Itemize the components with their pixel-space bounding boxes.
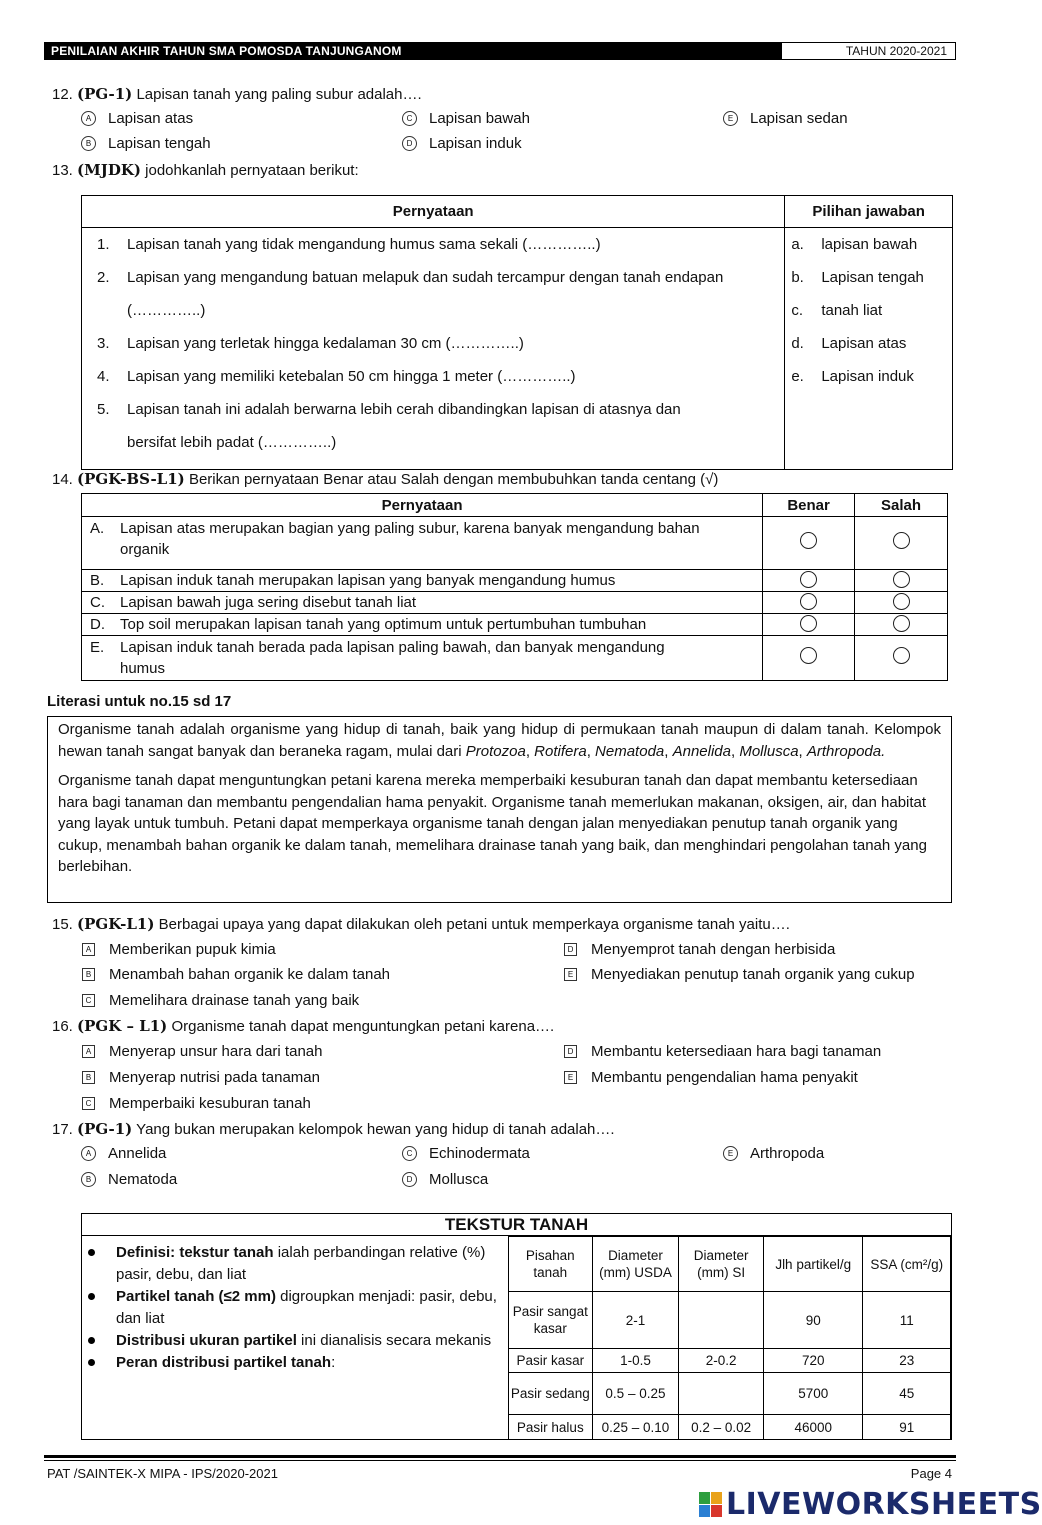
statement-number: 4. bbox=[97, 368, 110, 385]
tf-salah-cell bbox=[855, 636, 948, 681]
question-number: 17. bbox=[52, 1121, 73, 1138]
header-year: TAHUN 2020-2021 bbox=[845, 44, 947, 58]
statement-number: 3. bbox=[97, 335, 110, 352]
table-row bbox=[509, 1373, 951, 1415]
question-16 bbox=[52, 1016, 554, 1037]
statement-text: Lapisan yang memiliki ketebalan 50 cm hingga 1 meter (…………..) bbox=[127, 368, 576, 385]
statement-number: 1. bbox=[97, 236, 110, 253]
checkbox-d-icon[interactable]: D bbox=[564, 1045, 577, 1058]
answer-letter: a. bbox=[791, 236, 804, 253]
statement-text: Lapisan yang mengandung batuan melapuk dan sudah tercampur dengan tanah endapan bbox=[127, 269, 724, 286]
th-jlh-partikel: Jlh partikel/g bbox=[763, 1237, 863, 1292]
option-label: Lapisan tengah bbox=[108, 135, 211, 152]
statement-2-cont[interactable]: (…………..) bbox=[127, 302, 206, 319]
benar-radio[interactable] bbox=[800, 532, 817, 549]
checkbox-b-icon[interactable]: B bbox=[82, 968, 95, 981]
question-text: Lapisan tanah yang paling subur adalah…. bbox=[136, 86, 422, 103]
checkbox-a-icon[interactable]: A bbox=[82, 1045, 95, 1058]
statement-text: Lapisan tanah yang tidak mengandung humus sama sekali (…………..) bbox=[127, 236, 601, 253]
option-label: Membantu pengendalian hama penyakit bbox=[591, 1069, 858, 1086]
option-e-icon[interactable]: E bbox=[723, 1146, 738, 1161]
option-a-icon[interactable]: A bbox=[81, 111, 96, 126]
particle-size-table bbox=[508, 1236, 951, 1440]
question-13 bbox=[52, 160, 359, 181]
cell: Pasir sedang bbox=[509, 1373, 593, 1415]
checkbox-e-icon[interactable]: E bbox=[564, 1071, 577, 1084]
cell: 2-0.2 bbox=[679, 1349, 764, 1373]
question-15 bbox=[52, 914, 790, 935]
q12-option-b[interactable] bbox=[81, 134, 211, 154]
page-header bbox=[44, 42, 956, 60]
tf-row-c bbox=[82, 592, 948, 614]
question-number: 14. bbox=[52, 471, 73, 488]
tf-benar-cell bbox=[763, 636, 855, 681]
option-label: Menyemprot tanah dengan herbisida bbox=[591, 941, 836, 958]
cell: Pasir halus bbox=[509, 1415, 593, 1440]
question-number: 16. bbox=[52, 1018, 73, 1035]
cell: 5700 bbox=[763, 1373, 863, 1415]
q17-option-a[interactable] bbox=[81, 1144, 166, 1164]
tf-row-e bbox=[82, 636, 948, 681]
tf-salah-cell bbox=[855, 592, 948, 614]
question-tag: (PG-1) bbox=[77, 1120, 133, 1138]
question-tag: (PGK – L1) bbox=[77, 1017, 168, 1035]
taxon: Annelida bbox=[672, 742, 731, 760]
bullet-icon bbox=[88, 1249, 95, 1256]
answer-a[interactable] bbox=[791, 228, 952, 261]
q17-option-b[interactable] bbox=[81, 1170, 177, 1190]
tf-benar-cell bbox=[763, 614, 855, 636]
tf-salah-cell bbox=[855, 570, 948, 592]
tf-salah-cell bbox=[855, 517, 948, 570]
th-ssa: SSA (cm²/g) bbox=[863, 1237, 951, 1292]
option-label: Menambah bahan organik ke dalam tanah bbox=[109, 966, 391, 983]
taxon: Rotifera bbox=[534, 742, 587, 760]
option-c-icon[interactable]: C bbox=[402, 1146, 417, 1161]
row-text: Lapisan atas merupakan bagian yang paling subur, karena banyak mengandung bahan bbox=[120, 520, 700, 537]
bullet-definisi bbox=[82, 1242, 501, 1286]
cell: 23 bbox=[863, 1349, 951, 1373]
q12-option-e[interactable] bbox=[723, 109, 848, 129]
cell bbox=[679, 1373, 764, 1415]
th-diameter-usda: Diameter (mm) USDA bbox=[592, 1237, 679, 1292]
tf-benar-cell bbox=[763, 570, 855, 592]
answer-text: Lapisan induk bbox=[821, 368, 914, 385]
tf-statement bbox=[82, 592, 763, 614]
tekstur-tanah-box bbox=[81, 1213, 952, 1440]
option-label: Arthropoda bbox=[750, 1145, 825, 1162]
answer-b[interactable] bbox=[791, 261, 952, 294]
tf-benar-cell bbox=[763, 517, 855, 570]
salah-radio[interactable] bbox=[893, 647, 910, 664]
question-text: jodohkanlah pernyataan berikut: bbox=[145, 162, 359, 179]
statement-text: Lapisan yang terletak hingga kedalaman 30 cm (…………..) bbox=[127, 335, 524, 352]
statement-2[interactable] bbox=[97, 261, 784, 294]
footer-left: PAT /SAINTEK-X MIPA - IPS/2020-2021 bbox=[47, 1466, 278, 1481]
tekstur-bullets bbox=[82, 1236, 509, 1439]
question-text: Berikan pernyataan Benar atau Salah dengan membubuhkan tanda centang (√) bbox=[188, 471, 719, 488]
answer-letter: d. bbox=[791, 335, 804, 352]
statement-5[interactable] bbox=[97, 393, 784, 426]
bullet-peran bbox=[82, 1352, 501, 1374]
option-label: Memberikan pupuk kimia bbox=[109, 941, 276, 958]
taxon: Arthropoda. bbox=[806, 742, 886, 760]
answer-c[interactable] bbox=[791, 294, 952, 327]
footer-rule bbox=[44, 1455, 956, 1458]
col-salah: Salah bbox=[855, 494, 948, 517]
tf-statement bbox=[82, 570, 763, 592]
statement-number: 2. bbox=[97, 269, 110, 286]
taxon: Protozoa bbox=[465, 742, 526, 760]
cell: Pasir sangat kasar bbox=[509, 1292, 593, 1349]
question-14 bbox=[52, 469, 718, 490]
footer-page: Page 4 bbox=[910, 1466, 952, 1481]
statement-3[interactable] bbox=[97, 327, 784, 360]
checkbox-c-icon[interactable]: C bbox=[82, 1097, 95, 1110]
row-text: Lapisan induk tanah berada pada lapisan paling bawah, dan banyak mengandung bbox=[120, 639, 665, 656]
option-label: Mollusca bbox=[429, 1171, 489, 1188]
option-label: Menyerap unsur hara dari tanah bbox=[109, 1043, 323, 1060]
row-letter: A. bbox=[90, 520, 105, 537]
question-tag: (PGK-L1) bbox=[77, 915, 155, 933]
option-label: Lapisan atas bbox=[108, 110, 194, 127]
cell: Pasir kasar bbox=[509, 1349, 593, 1373]
option-a-icon[interactable]: A bbox=[81, 1146, 96, 1161]
benar-radio[interactable] bbox=[800, 571, 817, 588]
cell: 46000 bbox=[763, 1415, 863, 1440]
option-d-icon[interactable]: D bbox=[402, 136, 417, 151]
q12-option-d[interactable] bbox=[402, 134, 522, 154]
table-row bbox=[509, 1292, 951, 1349]
answer-letter: e. bbox=[791, 368, 804, 385]
row-letter: B. bbox=[90, 572, 105, 589]
bullet-icon bbox=[88, 1293, 95, 1300]
question-text: Berbagai upaya yang dapat dilakukan oleh petani untuk memperkaya organisme tanah yaitu…. bbox=[158, 916, 790, 933]
bullet-bold: Partikel tanah (≤2 mm) bbox=[116, 1288, 276, 1305]
col-pernyataan: Pernyataan bbox=[82, 196, 785, 228]
option-e-icon[interactable]: E bbox=[723, 111, 738, 126]
logo-text: LIVEWORKSHEETS bbox=[726, 1487, 1042, 1522]
cell: 720 bbox=[763, 1349, 863, 1373]
tf-benar-cell bbox=[763, 592, 855, 614]
salah-radio[interactable] bbox=[893, 571, 910, 588]
q15-option-e[interactable] bbox=[564, 965, 915, 985]
q16-option-a[interactable] bbox=[82, 1042, 322, 1062]
question-tag: (MJDK) bbox=[77, 161, 141, 179]
cell: 0.5 – 0.25 bbox=[592, 1373, 679, 1415]
cell: 90 bbox=[763, 1292, 863, 1349]
checkbox-d-icon[interactable]: D bbox=[564, 943, 577, 956]
option-label: Memperbaiki kesuburan tanah bbox=[109, 1095, 311, 1112]
bullet-bold: Distribusi ukuran partikel bbox=[116, 1332, 297, 1349]
option-label: Memelihara drainase tanah yang baik bbox=[109, 992, 360, 1009]
option-label: Lapisan bawah bbox=[429, 110, 530, 127]
tekstur-title: TEKSTUR TANAH bbox=[82, 1214, 951, 1236]
literasi-title: Literasi untuk no.15 sd 17 bbox=[47, 693, 232, 710]
tf-statement bbox=[82, 614, 763, 636]
q12-option-c[interactable] bbox=[402, 109, 530, 129]
statement-text: Lapisan tanah ini adalah berwarna lebih cerah dibandingkan lapisan di atasnya dan bbox=[127, 401, 681, 418]
bullet-distribusi bbox=[82, 1330, 501, 1352]
answer-d[interactable] bbox=[791, 327, 952, 360]
q15-option-d[interactable] bbox=[564, 940, 835, 960]
row-text: Top soil merupakan lapisan tanah yang optimum untuk pertumbuhan tumbuhan bbox=[120, 616, 647, 633]
cell: 1-0.5 bbox=[592, 1349, 679, 1373]
header-title: PENILAIAN AKHIR TAHUN SMA POMOSDA TANJUNGANOM bbox=[45, 43, 782, 59]
q15-option-b[interactable] bbox=[82, 965, 390, 985]
cell: 45 bbox=[863, 1373, 951, 1415]
option-b-icon[interactable]: B bbox=[81, 136, 96, 151]
statement-5-cont[interactable]: bersifat lebih padat (…………..) bbox=[127, 434, 337, 451]
col-benar: Benar bbox=[763, 494, 855, 517]
cell: 0.2 – 0.02 bbox=[679, 1415, 764, 1440]
cell: 91 bbox=[863, 1415, 951, 1440]
tf-row-b bbox=[82, 570, 948, 592]
answer-text: tanah liat bbox=[821, 302, 883, 319]
answer-text: lapisan bawah bbox=[821, 236, 918, 253]
salah-radio[interactable] bbox=[893, 593, 910, 610]
benar-radio[interactable] bbox=[800, 615, 817, 632]
footer-rule-thin bbox=[44, 1460, 956, 1461]
row-text-cont: humus bbox=[120, 660, 166, 677]
q16-option-b[interactable] bbox=[82, 1068, 320, 1088]
liveworksheets-logo[interactable] bbox=[698, 1487, 1042, 1522]
bullet-bold: Peran distribusi partikel tanah bbox=[116, 1354, 332, 1371]
taxon: Mollusca bbox=[739, 742, 799, 760]
tf-row-a bbox=[82, 517, 948, 570]
true-false-table bbox=[81, 493, 948, 681]
th-pisahan: Pisahan tanah bbox=[509, 1237, 593, 1292]
option-label: Echinodermata bbox=[429, 1145, 530, 1162]
question-17 bbox=[52, 1119, 615, 1140]
col-pilihan-jawaban: Pilihan jawaban bbox=[785, 196, 953, 228]
tf-salah-cell bbox=[855, 614, 948, 636]
tf-statement bbox=[82, 517, 763, 570]
option-c-icon[interactable]: C bbox=[402, 111, 417, 126]
option-b-icon[interactable]: B bbox=[81, 1172, 96, 1187]
row-text: Lapisan induk tanah merupakan lapisan yang banyak mengandung humus bbox=[120, 572, 616, 589]
option-label: Nematoda bbox=[108, 1171, 178, 1188]
bullet-text: ini dianalisis secara mekanis bbox=[296, 1332, 492, 1349]
statement-1[interactable] bbox=[97, 228, 784, 261]
option-label: Lapisan sedan bbox=[750, 110, 848, 127]
tf-row-d bbox=[82, 614, 948, 636]
checkbox-c-icon[interactable]: C bbox=[82, 994, 95, 1007]
option-label: Lapisan induk bbox=[429, 135, 522, 152]
question-tag: (PGK-BS-L1) bbox=[77, 470, 185, 488]
bullet-bold: Definisi: tekstur tanah bbox=[116, 1244, 274, 1261]
q15-option-a[interactable] bbox=[82, 940, 276, 960]
row-text-cont: organik bbox=[120, 541, 170, 558]
bullet-text: : bbox=[331, 1354, 336, 1371]
row-text: Lapisan bawah juga sering disebut tanah liat bbox=[120, 594, 417, 611]
q16-option-d[interactable] bbox=[564, 1042, 881, 1062]
question-text: Yang bukan merupakan kelompok hewan yang hidup di tanah adalah…. bbox=[136, 1121, 615, 1138]
cell: 11 bbox=[863, 1292, 951, 1349]
question-number: 13. bbox=[52, 162, 73, 179]
option-label: Menyerap nutrisi pada tanaman bbox=[109, 1069, 320, 1086]
q17-option-d[interactable] bbox=[402, 1170, 488, 1190]
taxon: Nematoda bbox=[595, 742, 665, 760]
option-d-icon[interactable]: D bbox=[402, 1172, 417, 1187]
bullet-text: ialah perbandingan relative (%) pasir, debu, dan liat bbox=[116, 1244, 486, 1283]
answer-letter: c. bbox=[791, 302, 803, 319]
q17-option-e[interactable] bbox=[723, 1144, 824, 1164]
question-text: Organisme tanah dapat menguntungkan petani karena…. bbox=[171, 1018, 555, 1035]
bullet-partikel bbox=[82, 1286, 501, 1330]
bullet-icon bbox=[88, 1337, 95, 1344]
bullet-icon bbox=[88, 1359, 95, 1366]
checkbox-b-icon[interactable]: B bbox=[82, 1071, 95, 1084]
literasi-box bbox=[47, 716, 952, 903]
question-number: 15. bbox=[52, 916, 73, 933]
literasi-paragraph-2: Organisme tanah dapat menguntungkan petani karena mereka memperbaiki kesuburan tanah dan dapat membantu ketersediaan hara bagi tanaman dan membantu pengendalian hama penyakit. Organisme tanah memerlukan makanan, oksigen, air, dan habitat yang layak untuk tumbuh. Petani dapat memperkaya organisme tanah dengan jalan menyediakan penutup tanah organik yang cukup, menambah bahan organik ke dalam tanah, memelihara drainase tanah yang baik, dan menghindari pengolahan tanah yang berlebihan. bbox=[58, 772, 927, 875]
table-row bbox=[509, 1349, 951, 1373]
answer-letter: b. bbox=[791, 269, 804, 286]
option-label: Annelida bbox=[108, 1145, 167, 1162]
th-diameter-si: Diameter (mm) SI bbox=[679, 1237, 764, 1292]
answer-text: Lapisan tengah bbox=[821, 269, 924, 286]
q17-option-c[interactable] bbox=[402, 1144, 530, 1164]
question-tag: (PG-1) bbox=[77, 85, 133, 103]
benar-radio[interactable] bbox=[800, 647, 817, 664]
row-letter: C. bbox=[90, 594, 105, 611]
cell bbox=[679, 1292, 764, 1349]
answer-e[interactable] bbox=[791, 360, 952, 393]
literasi-paragraph-1: Organisme tanah adalah organisme yang hidup di tanah, baik yang hidup di permukaan tanah maupun di dalam tanah. Kelompok hewan tanah sangat banyak dan beraneka ragam, mulai dari Protozoa, Rotifera, Nematoda, Annelida, Mollusca, Arthropoda. bbox=[58, 721, 941, 760]
answer-text: Lapisan atas bbox=[821, 335, 907, 352]
literasi-p1-text: Organisme tanah adalah organisme yang hidup di tanah, baik yang hidup di permukaan tanah maupun di dalam tanah. Kelompok hewan tanah sangat banyak dan beraneka ragam, mulai dari bbox=[58, 721, 941, 760]
tf-statement bbox=[82, 636, 763, 681]
q16-option-c[interactable] bbox=[82, 1094, 311, 1114]
bullet-text: digroupkan menjadi: pasir, debu, dan liat bbox=[116, 1288, 497, 1327]
salah-radio[interactable] bbox=[893, 532, 910, 549]
statement-number: 5. bbox=[97, 401, 110, 418]
question-number: 12. bbox=[52, 86, 73, 103]
cell: 0.25 – 0.10 bbox=[592, 1415, 679, 1440]
answers-cell bbox=[785, 228, 953, 470]
checkbox-a-icon[interactable]: A bbox=[82, 943, 95, 956]
col-pernyataan: Pernyataan bbox=[82, 494, 763, 517]
statement-4[interactable] bbox=[97, 360, 784, 393]
q12-option-a[interactable] bbox=[81, 109, 193, 129]
row-letter: E. bbox=[90, 639, 105, 656]
liveworksheets-logo-icon bbox=[698, 1490, 724, 1520]
benar-radio[interactable] bbox=[800, 593, 817, 610]
option-label: Membantu ketersediaan hara bagi tanaman bbox=[591, 1043, 882, 1060]
salah-radio[interactable] bbox=[893, 615, 910, 632]
table-row bbox=[509, 1415, 951, 1440]
checkbox-e-icon[interactable]: E bbox=[564, 968, 577, 981]
cell: 2-1 bbox=[592, 1292, 679, 1349]
matching-table bbox=[81, 195, 953, 470]
statements-cell bbox=[82, 228, 785, 470]
question-12 bbox=[52, 84, 422, 105]
q16-option-e[interactable] bbox=[564, 1068, 858, 1088]
row-letter: D. bbox=[90, 616, 105, 633]
q15-option-c[interactable] bbox=[82, 991, 359, 1011]
option-label: Menyediakan penutup tanah organik yang cukup bbox=[591, 966, 915, 983]
